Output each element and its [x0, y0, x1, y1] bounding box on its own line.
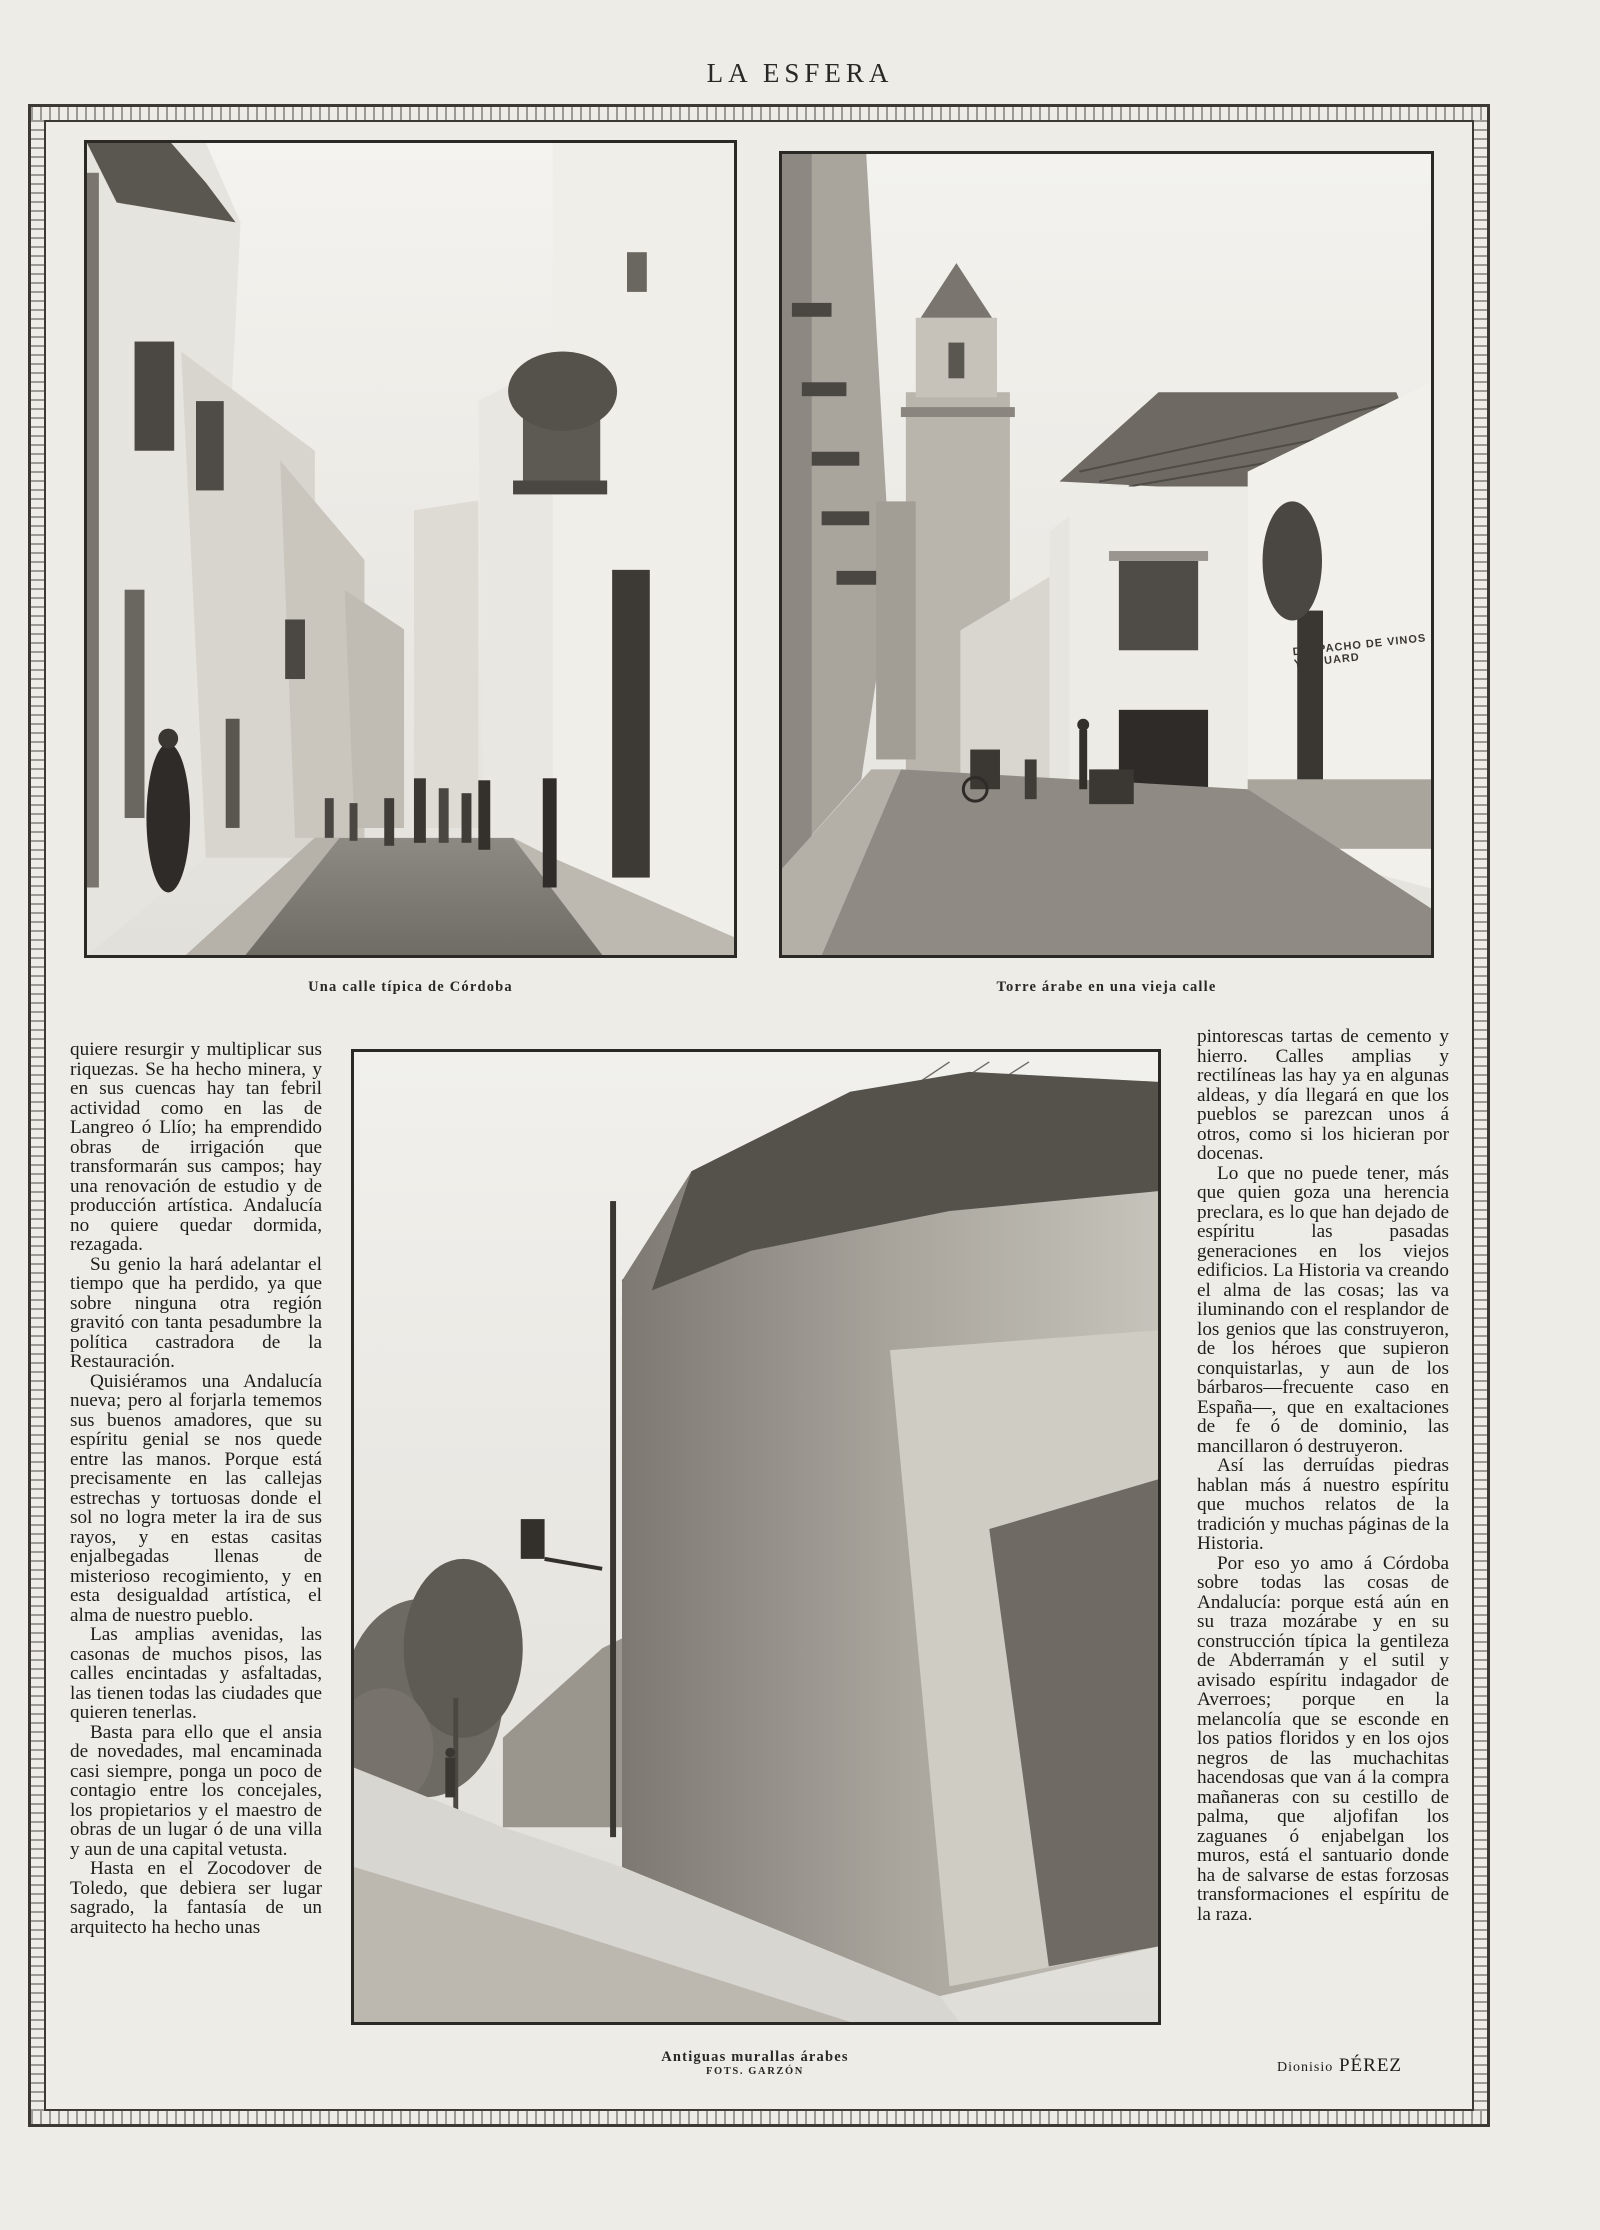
paragraph: Quisiéramos una Andalucía nueva; pero al forjarla tememos sus buenos amadores, que su espíritu genial se nos quede entre las manos. Porque está precisamente en las callejas estrechas y tortuosas donde el sol no logra meter la ira de sus rayos, y en estas casitas enjalbegadas llenas de misterioso recogimiento, y en esta desigualdad artística, el alma de nuestro pueblo. — [70, 1370, 322, 1626]
paragraph: pintorescas tartas de cemento y hierro. Calles amplias y rectilíneas las hay ya en algunas aldeas, y día llegará en que los pueblos se parezcan unos á otros, como si los hicieran por docenas. — [1197, 1026, 1449, 1164]
caption-calle-cordoba: Una calle típica de Córdoba — [308, 979, 513, 995]
page-border-band-bottom — [31, 2111, 1487, 2124]
photo-murallas-arabes — [351, 1049, 1161, 2025]
author-first-name: Dionisio — [1277, 2060, 1334, 2075]
caption-murallas-arabes: Antiguas murallas árabes — [661, 2049, 849, 2065]
paragraph: Lo que no puede tener, más que quien goza una herencia preclara, es lo que han dejado de espíritu las pasadas generaciones en los viejos edificios. La Historia va creando el alma de las cosas; las va iluminando con el resplandor de los genios que las construyeron, de los héroes que supieron conquistarlas, y aun de los bárbaros—frecuente caso en España—, que en exaltaciones de fe ó de dominio, las mancillaron ó destruyeron. — [1197, 1162, 1449, 1457]
paragraph: quiere resurgir y multiplicar sus riquezas. Se ha hecho minera, y en sus cuencas hay tan febril actividad como en las de Langreo ó Llío; ha emprendido obras de irrigación que transformarán sus campos; hay una renovación de estudio y de producción artística. Andalucía no quiere quedar dormida, rezagada. — [70, 1039, 322, 1255]
article-left-column — [70, 1040, 322, 1937]
article-right-column — [1197, 1027, 1449, 1924]
page-border-band-right — [1474, 120, 1487, 2111]
caption-torre-arabe: Torre árabe en una vieja calle — [996, 979, 1217, 995]
photo-calle-cordoba — [84, 140, 737, 958]
author-signature — [1277, 2055, 1457, 2077]
photo-credit: FOTS. GARZÓN — [706, 2066, 804, 2077]
page-masthead: LA ESFERA — [706, 58, 894, 88]
paragraph: Así las derruídas piedras hablan más á nuestro espíritu que muchos relatos de la tradición y muchas páginas de la Historia. — [1197, 1455, 1449, 1554]
paragraph: Las amplias avenidas, las casonas de muchos pisos, las calles encintadas y asfaltadas, las tienen todas las ciudades que quieren tenerlas. — [70, 1624, 322, 1723]
paragraph: Hasta en el Zocodover de Toledo, que debiera ser lugar sagrado, la fantasía de un arquitecto ha hecho unas — [70, 1858, 322, 1938]
shop-sign-text: DESPACHO DE VINOS Y AGUARD — [1292, 632, 1427, 671]
paragraph: Basta para ello que el ansia de novedades, mal encaminada casi siempre, ponga un poco de contagio entre los concejales, los propietarios y el maestro de obras de un lugar ó de una villa y aun de una capital vetusta. — [70, 1721, 322, 1860]
paragraph: Por eso yo amo á Córdoba sobre todas las cosas de Andalucía: porque está aún en su traza mozárabe y en su construcción típica la gentileza de Abderramán y el sutil y avisado espíritu indagador de Averroes; porque en la melancolía que se esconde en los patios floridos y en los ojos negros de las muchachitas hacendosas que van á la compra mañaneras con su cestillo de palma, que aljofifan los zaguanes ó enjabelgan los muros, está el santuario donde ha de salvarse de estas forzosas transformaciones el espíritu de la raza. — [1197, 1552, 1449, 1925]
paragraph: Su genio la hará adelantar el tiempo que ha perdido, ya que sobre ninguna otra región gravitó con tanta pesadumbre la política castradora de la Restauración. — [70, 1253, 322, 1372]
page-border-band-top — [31, 107, 1487, 120]
author-last-name: PÉREZ — [1338, 2055, 1403, 2076]
photo-torre-arabe — [779, 151, 1434, 958]
page-border-band-left — [31, 120, 44, 2111]
